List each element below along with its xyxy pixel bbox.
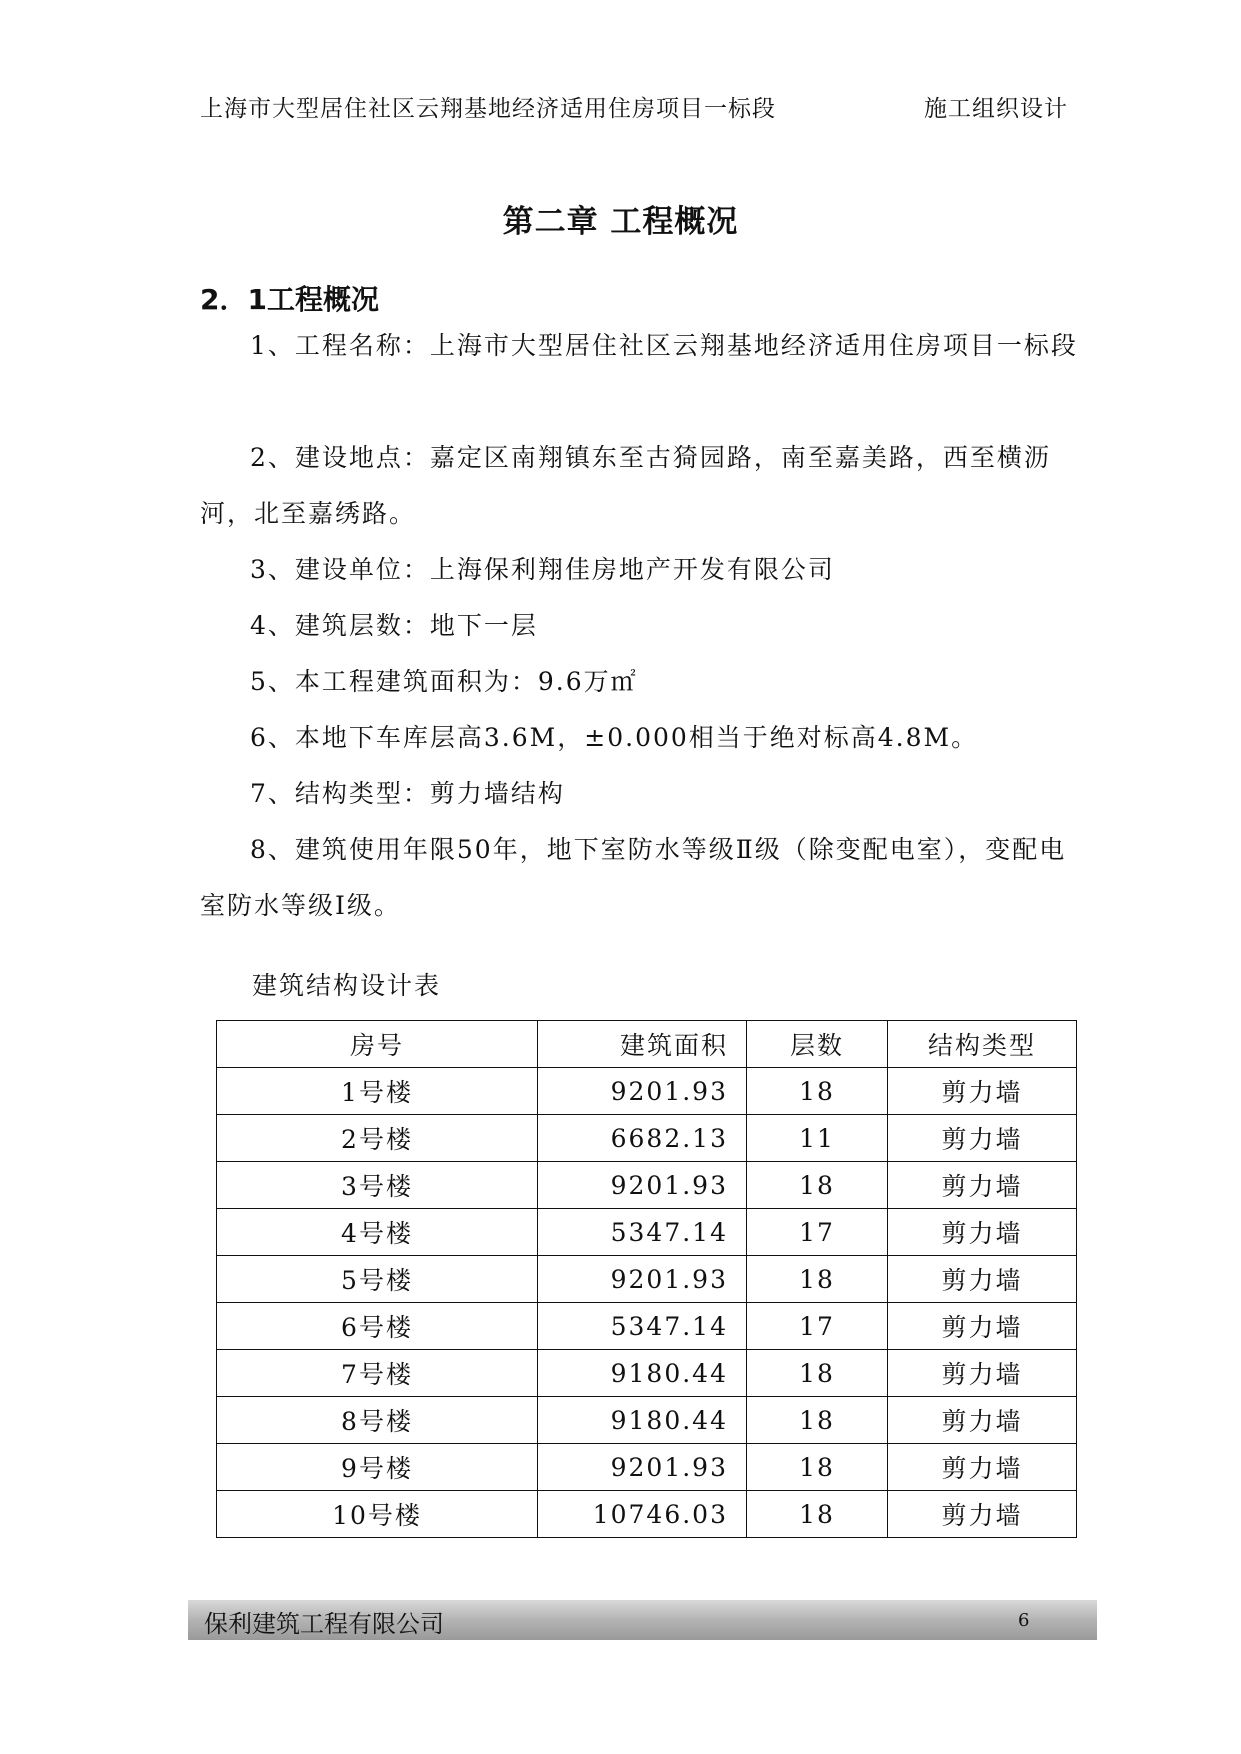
cell-structure-type: 剪力墙 [888, 1444, 1077, 1491]
cell-area: 5347.14 [538, 1209, 747, 1256]
table-row [217, 1162, 1077, 1209]
col-header-structure-type: 结构类型 [888, 1021, 1077, 1068]
cell-area: 9201.93 [538, 1256, 747, 1303]
cell-building: 4号楼 [217, 1209, 538, 1256]
footer-company: 保利建筑工程有限公司 [204, 1610, 444, 1638]
page-header-title: 上海市大型居住社区云翔基地经济适用住房项目一标段 [200, 96, 776, 122]
col-header-area: 建筑面积 [538, 1021, 747, 1068]
page-number: 6 [1018, 1610, 1030, 1631]
cell-floors: 18 [747, 1256, 888, 1303]
cell-structure-type: 剪力墙 [888, 1303, 1077, 1350]
cell-floors: 18 [747, 1491, 888, 1538]
cell-structure-type: 剪力墙 [888, 1350, 1077, 1397]
cell-floors: 17 [747, 1209, 888, 1256]
table-row [217, 1397, 1077, 1444]
table-row [217, 1209, 1077, 1256]
table-row [217, 1303, 1077, 1350]
cell-area: 9180.44 [538, 1397, 747, 1444]
cell-area: 5347.14 [538, 1303, 747, 1350]
para-project-name: 1、工程名称：上海市大型居住社区云翔基地经济适用住房项目一标段 [250, 331, 1078, 360]
cell-building: 3号楼 [217, 1162, 538, 1209]
cell-floors: 11 [747, 1115, 888, 1162]
cell-floors: 18 [747, 1397, 888, 1444]
table-row [217, 1491, 1077, 1538]
table-row [217, 1115, 1077, 1162]
structure-design-table [216, 1020, 1077, 1538]
cell-area: 10746.03 [538, 1491, 747, 1538]
cell-area: 9180.44 [538, 1350, 747, 1397]
cell-structure-type: 剪力墙 [888, 1256, 1077, 1303]
section-title: 2．1工程概况 [200, 283, 379, 316]
table-row [217, 1256, 1077, 1303]
cell-structure-type: 剪力墙 [888, 1162, 1077, 1209]
para-location: 2、建设地点：嘉定区南翔镇东至古猗园路，南至嘉美路，西至横沥河，北至嘉绣路。 [200, 443, 1051, 528]
cell-floors: 17 [747, 1303, 888, 1350]
cell-structure-type: 剪力墙 [888, 1397, 1077, 1444]
col-header-building: 房号 [217, 1021, 538, 1068]
table-row [217, 1444, 1077, 1491]
para-area: 5、本工程建筑面积为：9.6万㎡ [250, 667, 638, 696]
cell-structure-type: 剪力墙 [888, 1491, 1077, 1538]
cell-building: 2号楼 [217, 1115, 538, 1162]
para-height: 6、本地下车库层高3.6M，±0.000相当于绝对标高4.8M。 [250, 723, 979, 752]
table-row [217, 1350, 1077, 1397]
cell-structure-type: 剪力墙 [888, 1115, 1077, 1162]
cell-floors: 18 [747, 1350, 888, 1397]
cell-area: 9201.93 [538, 1444, 747, 1491]
cell-structure-type: 剪力墙 [888, 1068, 1077, 1115]
cell-building: 10号楼 [217, 1491, 538, 1538]
cell-building: 9号楼 [217, 1444, 538, 1491]
page-header-doc-type: 施工组织设计 [924, 96, 1068, 122]
table-caption: 建筑结构设计表 [252, 971, 442, 1000]
cell-floors: 18 [747, 1068, 888, 1115]
table-row [217, 1068, 1077, 1115]
cell-floors: 18 [747, 1162, 888, 1209]
cell-building: 1号楼 [217, 1068, 538, 1115]
cell-building: 7号楼 [217, 1350, 538, 1397]
cell-building: 6号楼 [217, 1303, 538, 1350]
col-header-floors: 层数 [747, 1021, 888, 1068]
cell-structure-type: 剪力墙 [888, 1209, 1077, 1256]
para-structure: 7、结构类型：剪力墙结构 [250, 779, 565, 808]
cell-area: 9201.93 [538, 1162, 747, 1209]
cell-building: 8号楼 [217, 1397, 538, 1444]
cell-floors: 18 [747, 1444, 888, 1491]
para-owner: 3、建设单位：上海保利翔佳房地产开发有限公司 [250, 555, 835, 584]
cell-building: 5号楼 [217, 1256, 538, 1303]
para-service-life: 8、建筑使用年限50年，地下室防水等级Ⅱ级（除变配电室），变配电室防水等级Ⅰ级。 [200, 835, 1067, 920]
table-header-row [217, 1021, 1077, 1068]
cell-area: 9201.93 [538, 1068, 747, 1115]
para-floors: 4、建筑层数：地下一层 [250, 611, 538, 640]
cell-area: 6682.13 [538, 1115, 747, 1162]
chapter-title: 第二章 工程概况 [502, 204, 739, 240]
